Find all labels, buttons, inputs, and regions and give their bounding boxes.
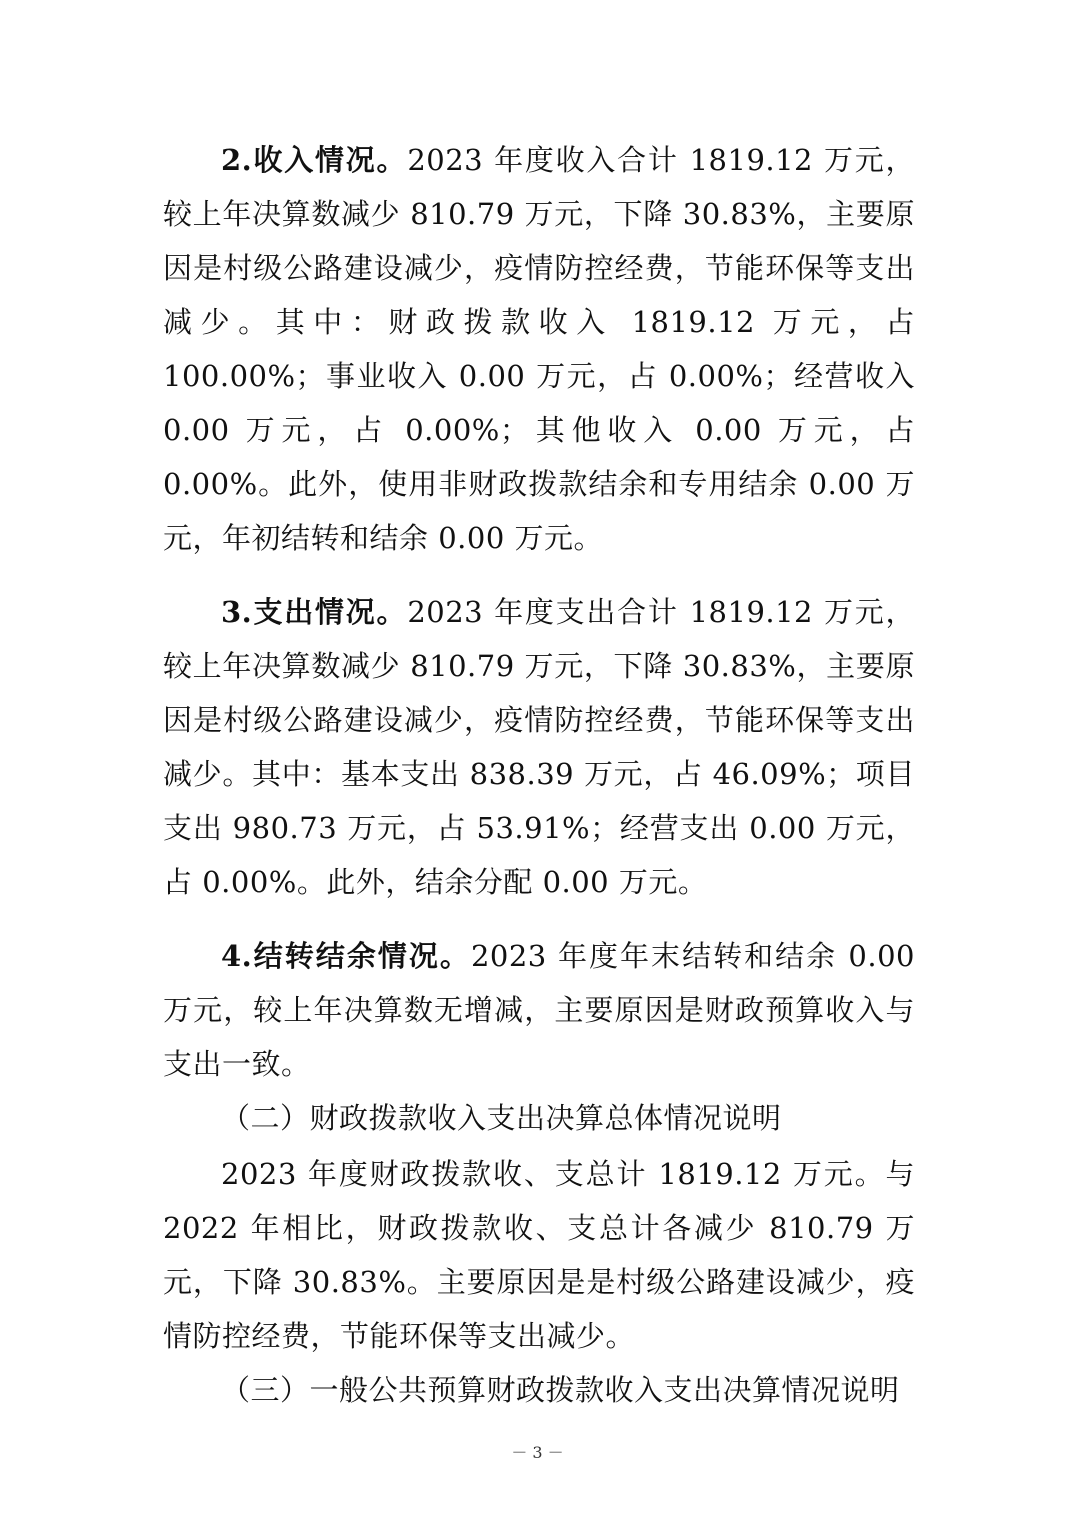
- carryover-text: 2023 年度年末结转和结余 0.00 万元，较上年决算数无增减，主要原因是财政预算收入与支出一致。: [163, 939, 915, 1081]
- expenditure-paragraph: [163, 585, 915, 909]
- fiscal-total-paragraph: 2023 年度财政拨款收、支总计 1819.12 万元。与 2022 年相比，财政拨款收、支总计各减少 810.79 万元，下降 30.83%。主要原因是是村级公路建设减少，疫情防控经费，节能环保等支出减少。: [163, 1157, 915, 1353]
- income-title: 2.收入情况。: [221, 143, 408, 177]
- carryover-title: 4.结转结余情况。: [221, 939, 471, 973]
- income-text: 2023 年度收入合计 1819.12 万元，较上年决算数减少 810.79 万元，下降 30.83%，主要原因是村级公路建设减少，疫情防控经费，节能环保等支出减少。其中：财政拨款收入 1819.12 万元，占 100.00%；事业收入 0.00 万元，占 0.00%；经营收入 0.00 万元，占 0.00%；其他收入 0.00 万元，占 0.00%。此外，使用非财政拨款结余和专用结余 0.00 万元，年初结转和结余 0.00 万元。: [163, 143, 915, 555]
- carryover-paragraph: [163, 929, 915, 1091]
- section-heading-3: （三）一般公共预算财政拨款收入支出决算情况说明: [221, 1373, 900, 1407]
- document-body: [163, 133, 915, 1417]
- income-paragraph: [163, 133, 915, 565]
- expenditure-text: 2023 年度支出合计 1819.12 万元，较上年决算数减少 810.79 万元，下降 30.83%，主要原因是村级公路建设减少，疫情防控经费，节能环保等支出减少。其中：基本支出 838.39 万元，占 46.09%；项目支出 980.73 万元，占 53.91%；经营支出 0.00 万元，占 0.00%。此外，结余分配 0.00 万元。: [163, 595, 915, 899]
- expenditure-title: 3.支出情况。: [221, 595, 408, 629]
- page-number: － 3 －: [511, 1443, 564, 1462]
- section-heading-2: （二）财政拨款收入支出决算总体情况说明: [221, 1101, 782, 1135]
